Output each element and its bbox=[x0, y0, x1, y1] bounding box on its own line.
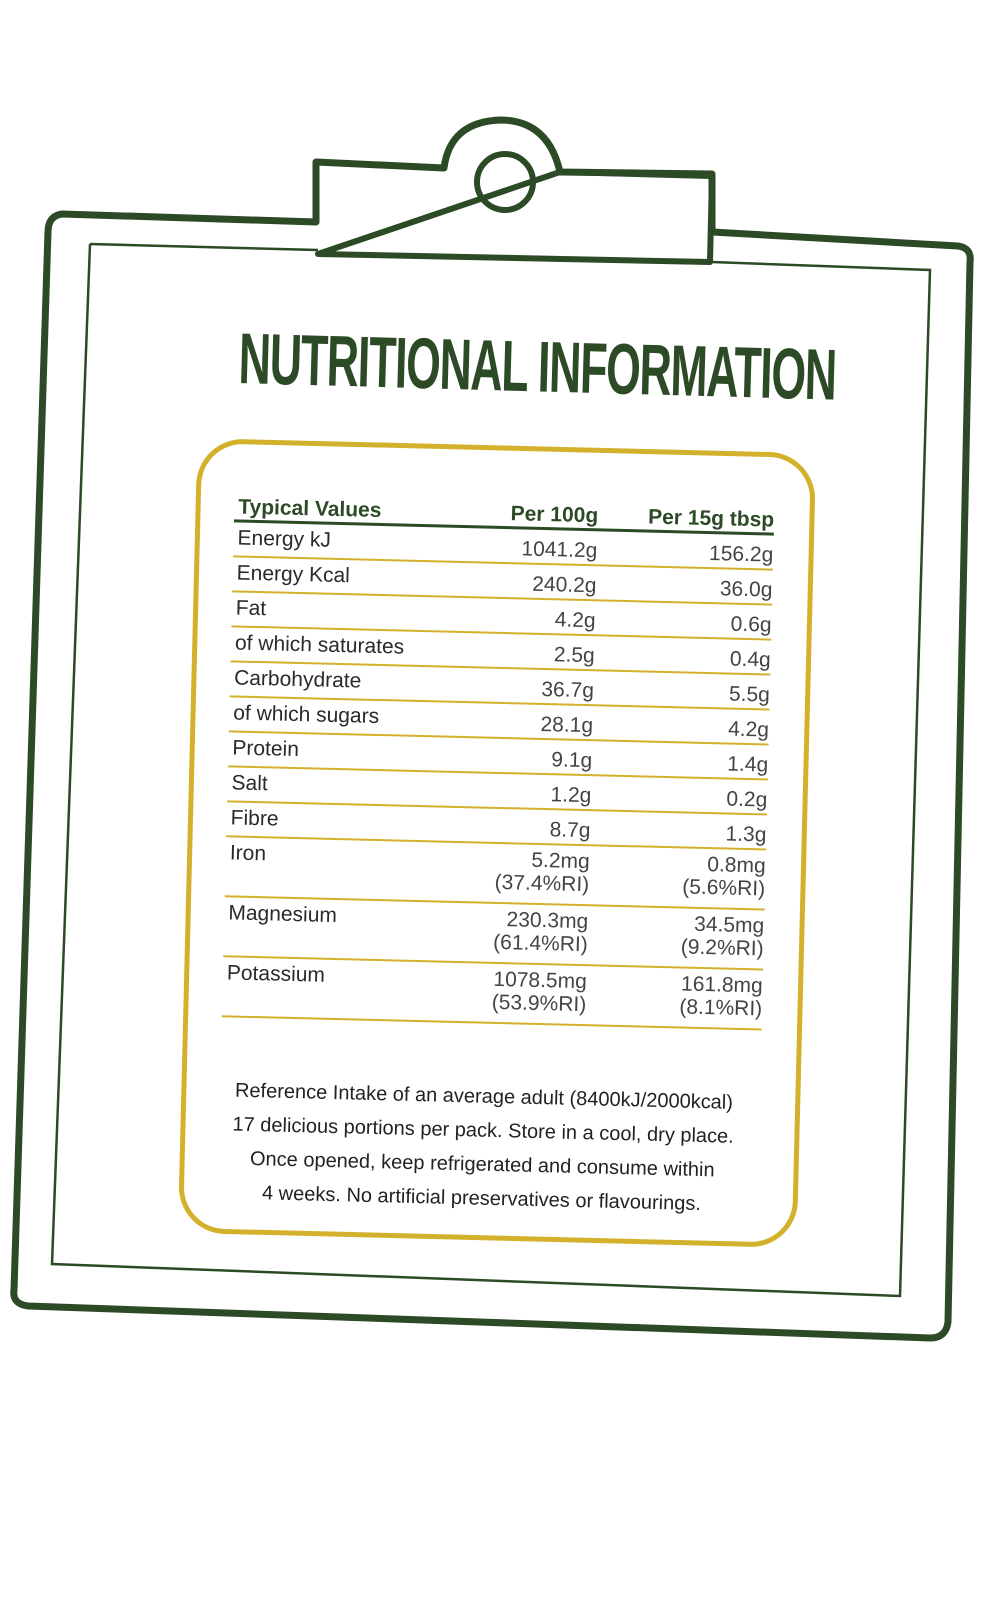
per-15g-ri: (8.1%RI) bbox=[679, 995, 763, 1021]
per-100g-cell bbox=[447, 903, 588, 956]
per-15g-value: 4.2g bbox=[727, 717, 770, 742]
row-label: of which sugars bbox=[232, 701, 380, 729]
per-15g-value: 1.3g bbox=[725, 822, 767, 847]
per-100g-ri: (37.4%RI) bbox=[494, 870, 590, 897]
row-label: Fibre bbox=[230, 806, 279, 831]
per-100g-value: 5.2mg bbox=[531, 848, 591, 874]
per-15g-ri: (9.2%RI) bbox=[680, 935, 764, 961]
nutrition-table bbox=[222, 483, 775, 1030]
per-100g-value: 1078.5mg bbox=[493, 967, 588, 994]
per-15g-value: 34.5mg bbox=[693, 912, 765, 938]
per-100g-value: 4.2g bbox=[554, 608, 596, 633]
per-15g-value: 0.4g bbox=[729, 647, 772, 672]
footer-line: Reference Intake of an average adult (8400kJ/2000kcal) bbox=[234, 1079, 734, 1114]
per-100g-value: 240.2g bbox=[531, 572, 597, 598]
row-label: Protein bbox=[232, 736, 300, 762]
per-100g-value: 8.7g bbox=[549, 818, 591, 843]
header-typical-values: Typical Values bbox=[238, 495, 382, 522]
footer-line: 17 delicious portions per pack. Store in a cool, dry place. bbox=[232, 1113, 735, 1148]
per-15g-value: 161.8mg bbox=[680, 972, 764, 998]
per-100g-ri: (53.9%RI) bbox=[491, 990, 587, 1017]
header-per-100g: Per 100g bbox=[510, 502, 599, 528]
per-100g-value: 2.5g bbox=[553, 643, 596, 668]
nutrition-panel bbox=[180, 443, 819, 1258]
row-label: Magnesium bbox=[228, 901, 338, 928]
per-15g-cell bbox=[586, 966, 763, 1020]
per-100g-cell bbox=[446, 963, 587, 1016]
row-label: Fat bbox=[235, 596, 267, 621]
per-15g-value: 1.4g bbox=[727, 752, 769, 777]
clipboard-clip bbox=[316, 162, 712, 262]
row-label: Iron bbox=[229, 841, 267, 866]
row-label: Carbohydrate bbox=[233, 666, 362, 693]
per-100g-cell bbox=[449, 843, 590, 896]
per-15g-value: 36.0g bbox=[719, 577, 773, 602]
per-15g-value: 5.5g bbox=[728, 682, 771, 707]
storage-note bbox=[201, 1073, 764, 1223]
per-15g-value: 156.2g bbox=[708, 542, 774, 567]
per-100g-ri: (61.4%RI) bbox=[492, 930, 588, 957]
table-row bbox=[222, 957, 763, 1030]
row-label: of which saturates bbox=[234, 631, 405, 659]
per-100g-value: 9.1g bbox=[551, 748, 593, 773]
per-15g-cell bbox=[589, 846, 766, 900]
row-label: Energy Kcal bbox=[236, 561, 351, 588]
per-100g-value: 1.2g bbox=[550, 783, 592, 808]
page-title: NUTRITIONAL INFORMATION bbox=[237, 318, 837, 416]
footer-line: 4 weeks. No artificial preservatives or flavourings. bbox=[261, 1182, 702, 1216]
row-label: Potassium bbox=[226, 961, 326, 987]
per-100g-value: 28.1g bbox=[540, 712, 594, 738]
footer-line: Once opened, keep refrigerated and consume within bbox=[249, 1147, 715, 1182]
per-15g-value: 0.6g bbox=[730, 612, 772, 637]
per-15g-value: 0.2g bbox=[726, 787, 768, 812]
per-100g-value: 230.3mg bbox=[506, 908, 589, 934]
per-15g-cell bbox=[587, 906, 764, 960]
header-per-15g: Per 15g tbsp bbox=[647, 505, 775, 532]
per-15g-value: 0.8mg bbox=[707, 853, 766, 878]
per-15g-ri: (5.6%RI) bbox=[682, 875, 766, 901]
row-label: Salt bbox=[231, 771, 269, 796]
row-label: Energy kJ bbox=[237, 526, 332, 552]
per-100g-value: 36.7g bbox=[541, 677, 595, 703]
per-100g-value: 1041.2g bbox=[521, 537, 598, 563]
